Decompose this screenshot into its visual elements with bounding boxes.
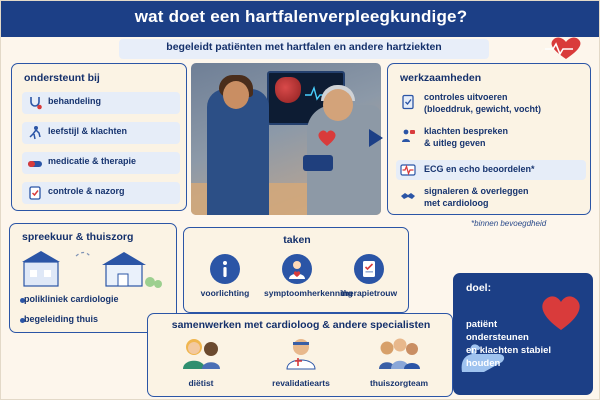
label-controles-line2: (bloeddruk, gewicht, vocht) — [424, 104, 542, 114]
clipboard-check-icon — [27, 185, 43, 201]
heart-pulse-icon — [543, 35, 589, 61]
partner-revalidatiearts[interactable] — [262, 336, 340, 388]
card-title-samenwerken: samenwerken met cardioloog & andere specialisten — [171, 319, 431, 331]
list-item-ecg-beoordelen[interactable] — [396, 160, 586, 180]
subtitle: begeleidt patiënten met hartfalen en andere hartziekten — [166, 41, 442, 53]
label-voorlichting: voorlichting — [200, 288, 250, 298]
label-signaleren-line1: signaleren & overleggen — [424, 186, 529, 196]
team-avatar — [378, 336, 420, 370]
patient-head — [323, 89, 353, 121]
list-item-behandeling[interactable] — [22, 92, 180, 114]
card-title-ondersteunt: ondersteunt bij — [24, 72, 100, 84]
doctor-avatar — [280, 336, 322, 370]
taak-voorlichting[interactable] — [192, 254, 258, 298]
flow-arrow-icon — [369, 129, 383, 147]
label-dietist: diëtist — [188, 378, 214, 388]
doel-line-1: patiënt — [466, 319, 498, 330]
patient-icon — [282, 254, 312, 284]
label-klachten-line2: & uitleg geven — [424, 138, 486, 148]
nurse-measuring-blood-pressure-photo — [191, 63, 381, 215]
label-ecg: ECG en echo beoordelen* — [424, 164, 535, 174]
handshake-icon — [400, 188, 416, 204]
label-symptoomherkenning: symptoomherkenning — [264, 288, 353, 298]
nurse-head — [223, 81, 249, 109]
partner-thuiszorgteam[interactable] — [360, 336, 438, 388]
card-title-werkzaamheden: werkzaamheden — [400, 72, 482, 84]
document-check-icon — [400, 94, 416, 110]
dietitian-avatar — [180, 336, 222, 370]
card-doel — [453, 273, 593, 395]
doel-line-3: en klachten stabiel — [466, 345, 552, 356]
footnote-bevoegdheid: *binnen bevoegdheid — [471, 219, 547, 228]
info-icon — [210, 254, 240, 284]
label-leefstijl: leefstijl & klachten — [48, 126, 128, 136]
running-person-icon — [27, 125, 43, 141]
doel-text — [466, 318, 584, 370]
label-behandeling: behandeling — [48, 96, 102, 106]
partner-dietist[interactable] — [162, 336, 240, 388]
label-thuiszorgteam: thuiszorgteam — [369, 378, 429, 388]
label-controle: controle & nazorg — [48, 186, 125, 196]
label-revalidatiearts: revalidatiearts — [272, 378, 330, 388]
card-title-taken: taken — [283, 234, 311, 246]
card-samenwerken — [147, 313, 453, 397]
list-item-medicatie[interactable] — [22, 152, 180, 174]
card-werkzaamheden — [387, 63, 591, 215]
doel-line-2: ondersteunen — [466, 332, 529, 343]
stethoscope-icon — [27, 95, 43, 111]
card-ondersteunt-bij — [11, 63, 187, 211]
person-talking-icon — [400, 128, 416, 144]
blood-pressure-cuff — [303, 155, 333, 171]
card-title-doel: doel: — [466, 282, 492, 294]
card-title-spreekuur: spreekuur & thuiszorg — [22, 231, 134, 243]
taak-symptoomherkenning[interactable] — [264, 254, 353, 298]
label-signaleren-line2: met cardioloog — [424, 198, 489, 208]
label-controles-line1: controles uitvoeren — [424, 92, 508, 102]
ecg-wave-icon — [400, 162, 416, 178]
label-medicatie: medicatie & therapie — [48, 156, 137, 166]
label-klachten-line1: klachten bespreken — [424, 126, 509, 136]
heart-illustration — [275, 77, 301, 103]
list-item-leefstijl[interactable] — [22, 122, 180, 144]
list-item-controle[interactable] — [22, 182, 180, 204]
pill-icon — [27, 155, 43, 171]
page-title: wat doet een hartfalenverpleegkundige? — [134, 7, 468, 26]
doel-line-4: houden — [466, 358, 501, 369]
label-therapietrouw: therapietrouw — [340, 288, 398, 298]
taak-therapietrouw[interactable] — [336, 254, 402, 298]
label-begeleiding-thuis: begeleiding thuis — [24, 314, 99, 324]
clinic-and-home-illustration — [20, 248, 168, 290]
heart-icon — [317, 129, 337, 147]
card-taken — [183, 227, 409, 313]
label-polikliniek-cardiologie: polikliniek cardiologie — [24, 294, 119, 304]
checklist-icon — [354, 254, 384, 284]
